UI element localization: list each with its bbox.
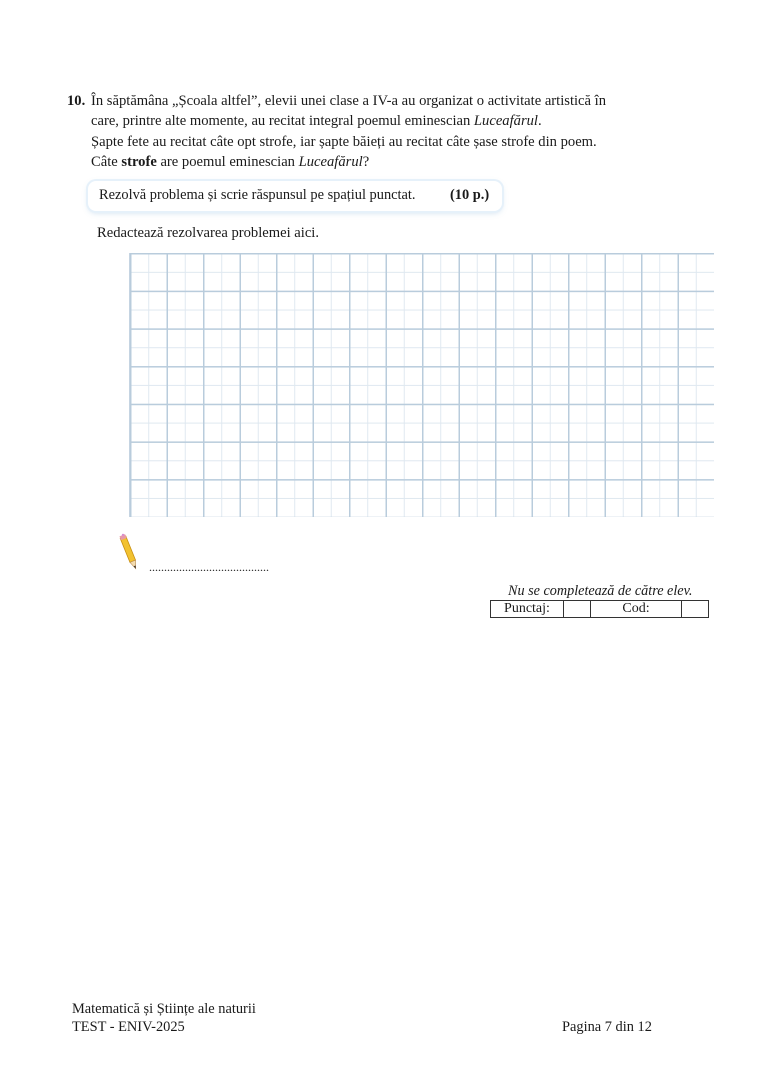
- footer-subject: Matematică și Științe ale naturii: [72, 1001, 256, 1017]
- poem-title: Luceafărul: [298, 154, 363, 170]
- code-label: Cod:: [591, 601, 682, 618]
- instruction-box: [88, 181, 502, 211]
- grading-table: [490, 600, 709, 618]
- question-number: 10.: [67, 93, 86, 109]
- poem-title: Luceafărul: [473, 113, 538, 129]
- pencil-icon: [118, 532, 140, 572]
- question-line-3: Șapte fete au recitat câte opt strofe, iar șapte băieți au recitat câte șase strofe din poem.: [91, 134, 597, 150]
- solution-grid[interactable]: [129, 253, 714, 517]
- question-line-2: care, printre alte momente, au recitat integral poemul eminescian Luceafărul.: [91, 113, 542, 129]
- grading-note: Nu se completează de către elev.: [508, 583, 693, 599]
- workspace-label: Redactează rezolvarea problemei aici.: [97, 225, 320, 241]
- keyword-strofe: strofe: [121, 154, 157, 170]
- code-cell: [682, 601, 709, 618]
- points-label: (10 p.): [450, 187, 490, 203]
- footer-test: TEST - ENIV-2025: [72, 1019, 185, 1035]
- score-cell: [564, 601, 591, 618]
- question-line-4: Câte strofe are poemul eminescian Luceafărul?: [91, 154, 370, 170]
- footer-page: Pagina 7 din 12: [562, 1019, 652, 1035]
- answer-line[interactable]: ........................................: [149, 560, 269, 574]
- score-label: Punctaj:: [491, 601, 564, 618]
- instruction-text: Rezolvă problema și scrie răspunsul pe spațiul punctat.: [99, 187, 416, 203]
- question-line-1: În săptămâna „Școala altfel”, elevii unei clase a IV-a au organizat o activitate artistică în: [91, 93, 607, 109]
